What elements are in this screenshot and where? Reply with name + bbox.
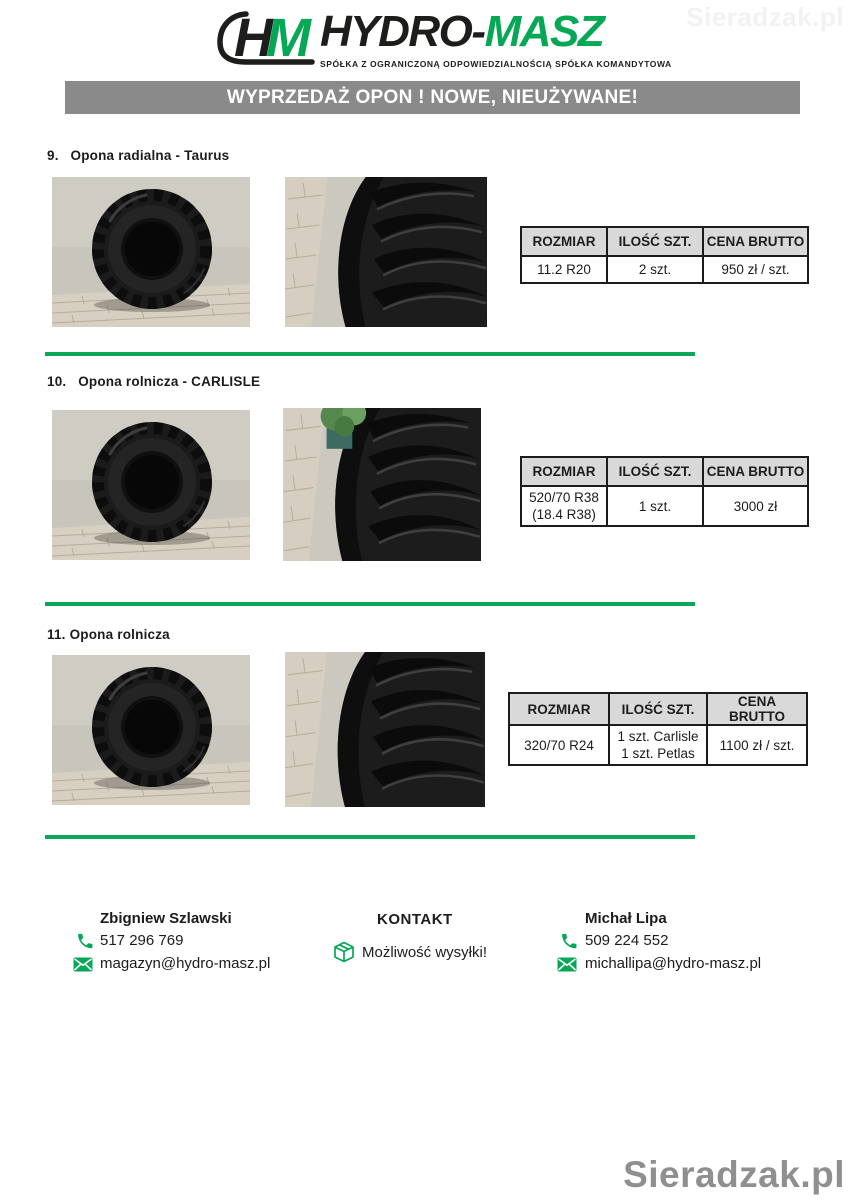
logo-tagline: SPÓŁKA Z OGRANICZONĄ ODPOWIEDZIALNOŚCIĄ SPÓŁKA KOMANDYTOWA [320, 59, 672, 69]
col-cena: CENA BRUTTO [703, 227, 808, 256]
cell-ilosc: 2 szt. [607, 256, 703, 283]
table-row [521, 256, 808, 283]
price-table-11 [508, 692, 808, 766]
table-row [521, 486, 808, 526]
tire-photo-tread-9 [285, 177, 487, 327]
package-icon [333, 941, 355, 963]
col-rozmiar: ROZMIAR [521, 227, 607, 256]
table-header-row [521, 227, 808, 256]
contact-email-left[interactable]: magazyn@hydro-masz.pl [100, 955, 271, 972]
col-ilosc: ILOŚĆ SZT. [607, 457, 703, 486]
shipping-note: Możliwość wysyłki! [362, 944, 488, 961]
phone-icon [76, 932, 94, 950]
top-watermark: Sieradzak.pl [686, 2, 844, 32]
tire-photo-side-10 [52, 410, 250, 560]
kontakt-label: KONTAKT [377, 911, 453, 928]
section-divider [45, 602, 695, 606]
contact-email-right[interactable]: michallipa@hydro-masz.pl [585, 955, 762, 972]
contact-phone-right: 509 224 552 [585, 932, 669, 949]
logo-word-green: MASZ [484, 7, 604, 56]
col-ilosc: ILOŚĆ SZT. [607, 227, 703, 256]
col-cena: CENA BRUTTO [703, 457, 808, 486]
svg-text:M: M [266, 8, 311, 68]
section-divider [45, 352, 695, 356]
cell-cena: 3000 zł [703, 486, 808, 526]
tire-photo-side-9 [52, 177, 250, 327]
tire-photo-side-11 [52, 655, 250, 805]
col-cena: CENA BRUTTO [707, 693, 807, 725]
cell-cena: 1100 zł / szt. [707, 725, 807, 765]
cell-rozmiar: 320/70 R24 [509, 725, 609, 765]
col-rozmiar: ROZMIAR [509, 693, 609, 725]
table-row [509, 725, 807, 765]
section-9-heading: 9. Opona radialna - Taurus [47, 148, 230, 163]
logo-word-dark: HYDRO- [320, 7, 485, 56]
tire-photo-tread-10 [283, 408, 481, 561]
contact-phone-left: 517 296 769 [100, 932, 184, 949]
cell-cena: 950 zł / szt. [703, 256, 808, 283]
logo-text-block [320, 7, 672, 69]
cell-ilosc: 1 szt. [607, 486, 703, 526]
price-table-9 [520, 226, 809, 284]
svg-text:H: H [234, 8, 273, 68]
contact-name-right: Michał Lipa [585, 910, 667, 927]
contact-name-left: Zbigniew Szlawski [100, 910, 232, 927]
section-divider [45, 835, 695, 839]
sale-banner: WYPRZEDAŻ OPON ! NOWE, NIEUŻYWANE! [65, 81, 800, 114]
tire-photo-tread-11 [285, 652, 485, 807]
email-icon [73, 957, 93, 972]
email-icon [557, 957, 577, 972]
hydro-masz-logo-icon [216, 6, 316, 70]
table-header-row [521, 457, 808, 486]
col-rozmiar: ROZMIAR [521, 457, 607, 486]
cell-ilosc: 1 szt. Carlisle 1 szt. Petlas [609, 725, 707, 765]
cell-rozmiar: 11.2 R20 [521, 256, 607, 283]
col-ilosc: ILOŚĆ SZT. [609, 693, 707, 725]
phone-icon [560, 932, 578, 950]
table-header-row [509, 693, 807, 725]
section-11-heading: 11. Opona rolnicza [47, 627, 170, 642]
price-table-10 [520, 456, 809, 527]
cell-rozmiar: 520/70 R38 (18.4 R38) [521, 486, 607, 526]
site-watermark: Sieradzak.pl [623, 1154, 845, 1195]
section-10-heading: 10. Opona rolnicza - CARLISLE [47, 374, 261, 389]
logo-wordmark [320, 8, 650, 56]
